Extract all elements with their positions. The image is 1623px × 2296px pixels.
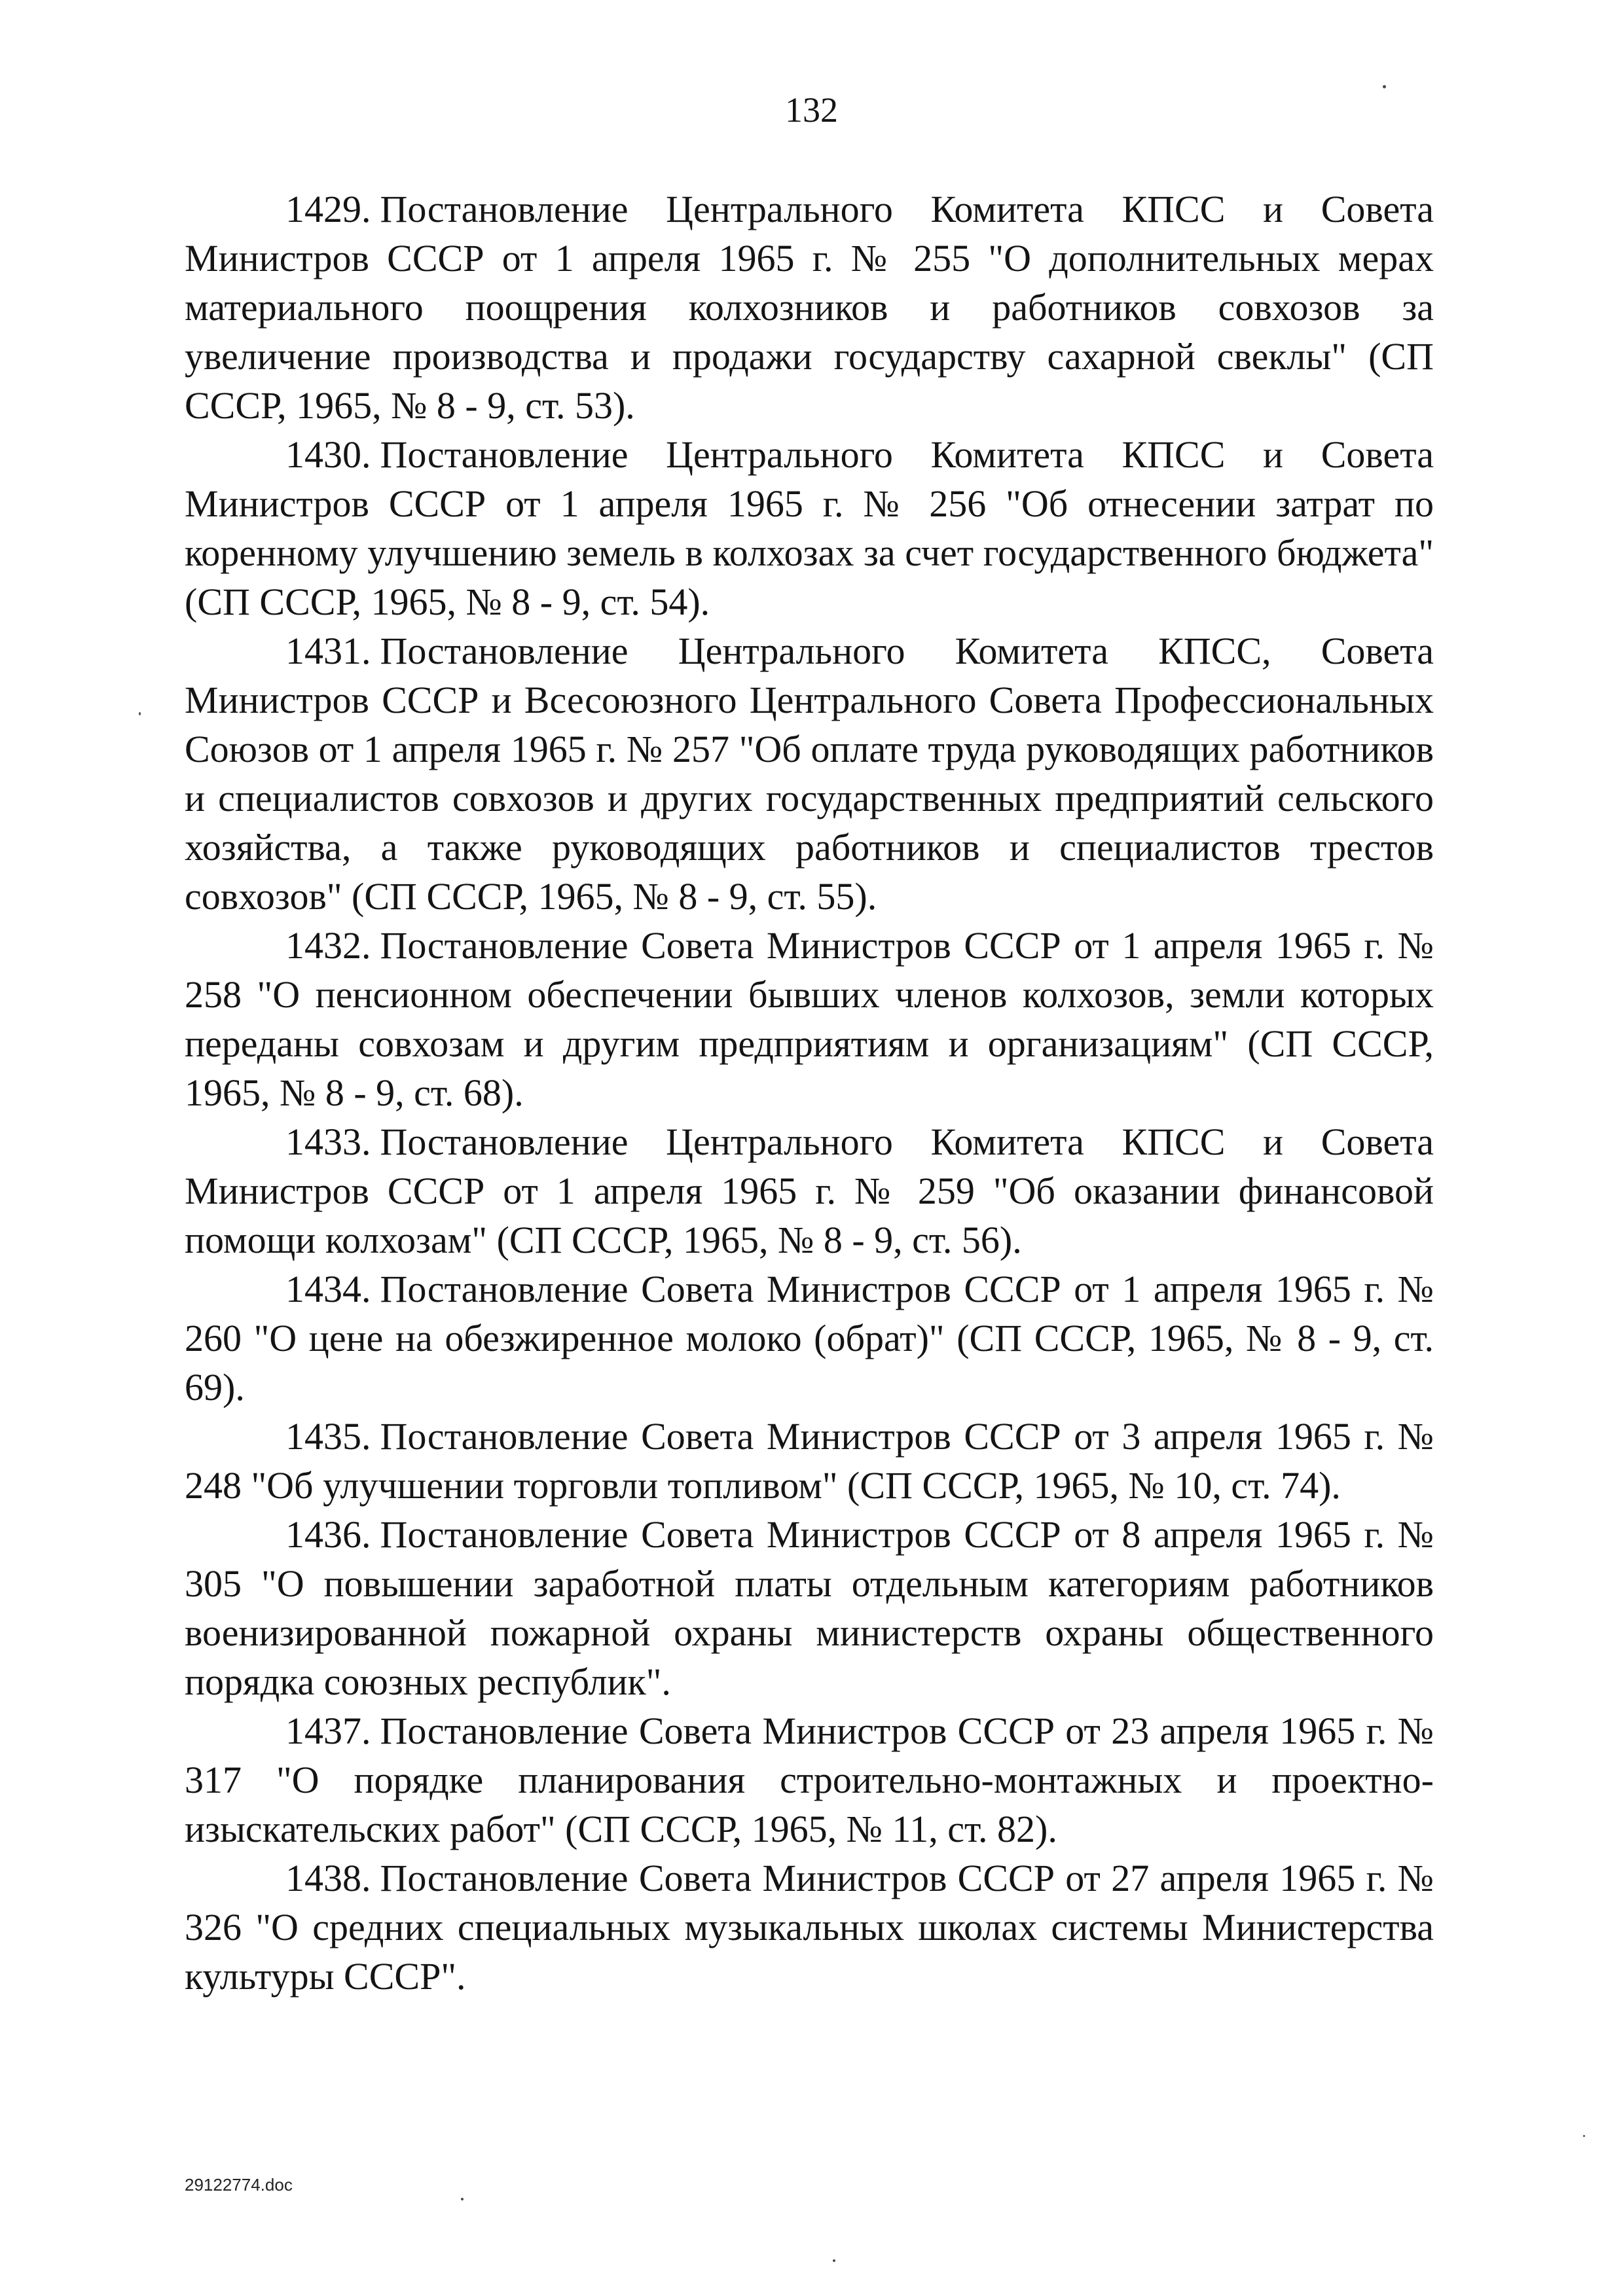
entry-text: Постановление Совета Министров СССР от 3 апреля 1965 г. № 248 "Об улучшении торговли топливом" (СП СССР, 1965, № 10, ст. 74). bbox=[185, 1415, 1434, 1507]
entry-text: Постановление Центрального Комитета КПСС и Совета Министров СССР от 1 апреля 1965 г. № 259 "Об оказании финансовой помощи колхозам" (СП СССР, 1965, № 8 - 9, ст. 56). bbox=[185, 1121, 1434, 1261]
entry-1435 bbox=[185, 1412, 1434, 1510]
entry-number: 1435. bbox=[285, 1415, 371, 1458]
entry-text: Постановление Центрального Комитета КПСС и Совета Министров СССР от 1 апреля 1965 г. № 256 "Об отнесении затрат по коренному улучшению земель в колхозах за счет государственного бюджета" (СП СССР, 1965, № 8 - 9, ст. 54). bbox=[185, 433, 1434, 623]
scan-speck bbox=[833, 2259, 835, 2262]
entry-number: 1429. bbox=[285, 188, 371, 230]
entry-1430 bbox=[185, 430, 1434, 626]
scan-speck bbox=[461, 2198, 464, 2200]
entry-1433 bbox=[185, 1117, 1434, 1265]
entry-number: 1437. bbox=[285, 1710, 371, 1752]
entry-text: Постановление Совета Министров СССР от 27 апреля 1965 г. № 326 "О средних специальных музыкальных школах системы Министерства культуры СССР". bbox=[185, 1857, 1434, 1998]
entry-number: 1433. bbox=[285, 1121, 371, 1163]
entry-1437 bbox=[185, 1706, 1434, 1854]
entry-number: 1430. bbox=[285, 433, 371, 476]
entry-number: 1434. bbox=[285, 1268, 371, 1310]
footer-filename: 29122774.doc bbox=[185, 2175, 293, 2195]
entry-text: Постановление Совета Министров СССР от 8 апреля 1965 г. № 305 "О повышении заработной платы отдельным категориям работников военизированной пожарной охраны министерств охраны общественного порядка союзных республик". bbox=[185, 1513, 1434, 1703]
entry-1431 bbox=[185, 626, 1434, 921]
entry-text: Постановление Центрального Комитета КПСС, Совета Министров СССР и Всесоюзного Центрального Совета Профессиональных Союзов от 1 апреля 1965 г. № 257 "Об оплате труда руководящих работников и специалистов совхозов и других государственных предприятий сельского хозяйства, а также руководящих работников и специалистов трестов совхозов" (СП СССР, 1965, № 8 - 9, ст. 55). bbox=[185, 630, 1434, 918]
entry-text: Постановление Совета Министров СССР от 1 апреля 1965 г. № 260 "О цене на обезжиренное молоко (обрат)" (СП СССР, 1965, № 8 - 9, ст. 69). bbox=[185, 1268, 1434, 1408]
entry-1438 bbox=[185, 1854, 1434, 2001]
entry-1429 bbox=[185, 185, 1434, 430]
entry-text: Постановление Центрального Комитета КПСС и Совета Министров СССР от 1 апреля 1965 г. № 255 "О дополнительных мерах материального поощрения колхозников и работников совхозов за увеличение производства и продажи государству сахарной свеклы" (СП СССР, 1965, № 8 - 9, ст. 53). bbox=[185, 188, 1434, 427]
entry-1436 bbox=[185, 1510, 1434, 1706]
page-number: 132 bbox=[785, 90, 838, 130]
entry-number: 1438. bbox=[285, 1857, 371, 1899]
entry-1434 bbox=[185, 1265, 1434, 1412]
scan-speck bbox=[1583, 2135, 1585, 2137]
entry-list bbox=[185, 185, 1434, 2001]
entry-text: Постановление Совета Министров СССР от 23 апреля 1965 г. № 317 "О порядке планирования строительно-монтажных и проектно-изыскательских работ" (СП СССР, 1965, № 11, ст. 82). bbox=[185, 1710, 1434, 1850]
entry-text: Постановление Совета Министров СССР от 1 апреля 1965 г. № 258 "О пенсионном обеспечении бывших членов колхозов, земли которых переданы совхозам и другим предприятиям и организациям" (СП СССР, 1965, № 8 - 9, ст. 68). bbox=[185, 924, 1434, 1114]
entry-number: 1436. bbox=[285, 1513, 371, 1556]
scan-speck bbox=[1383, 85, 1386, 88]
entry-number: 1432. bbox=[285, 924, 371, 967]
entry-1432 bbox=[185, 921, 1434, 1117]
scan-speck bbox=[139, 712, 141, 715]
entry-number: 1431. bbox=[285, 630, 371, 672]
